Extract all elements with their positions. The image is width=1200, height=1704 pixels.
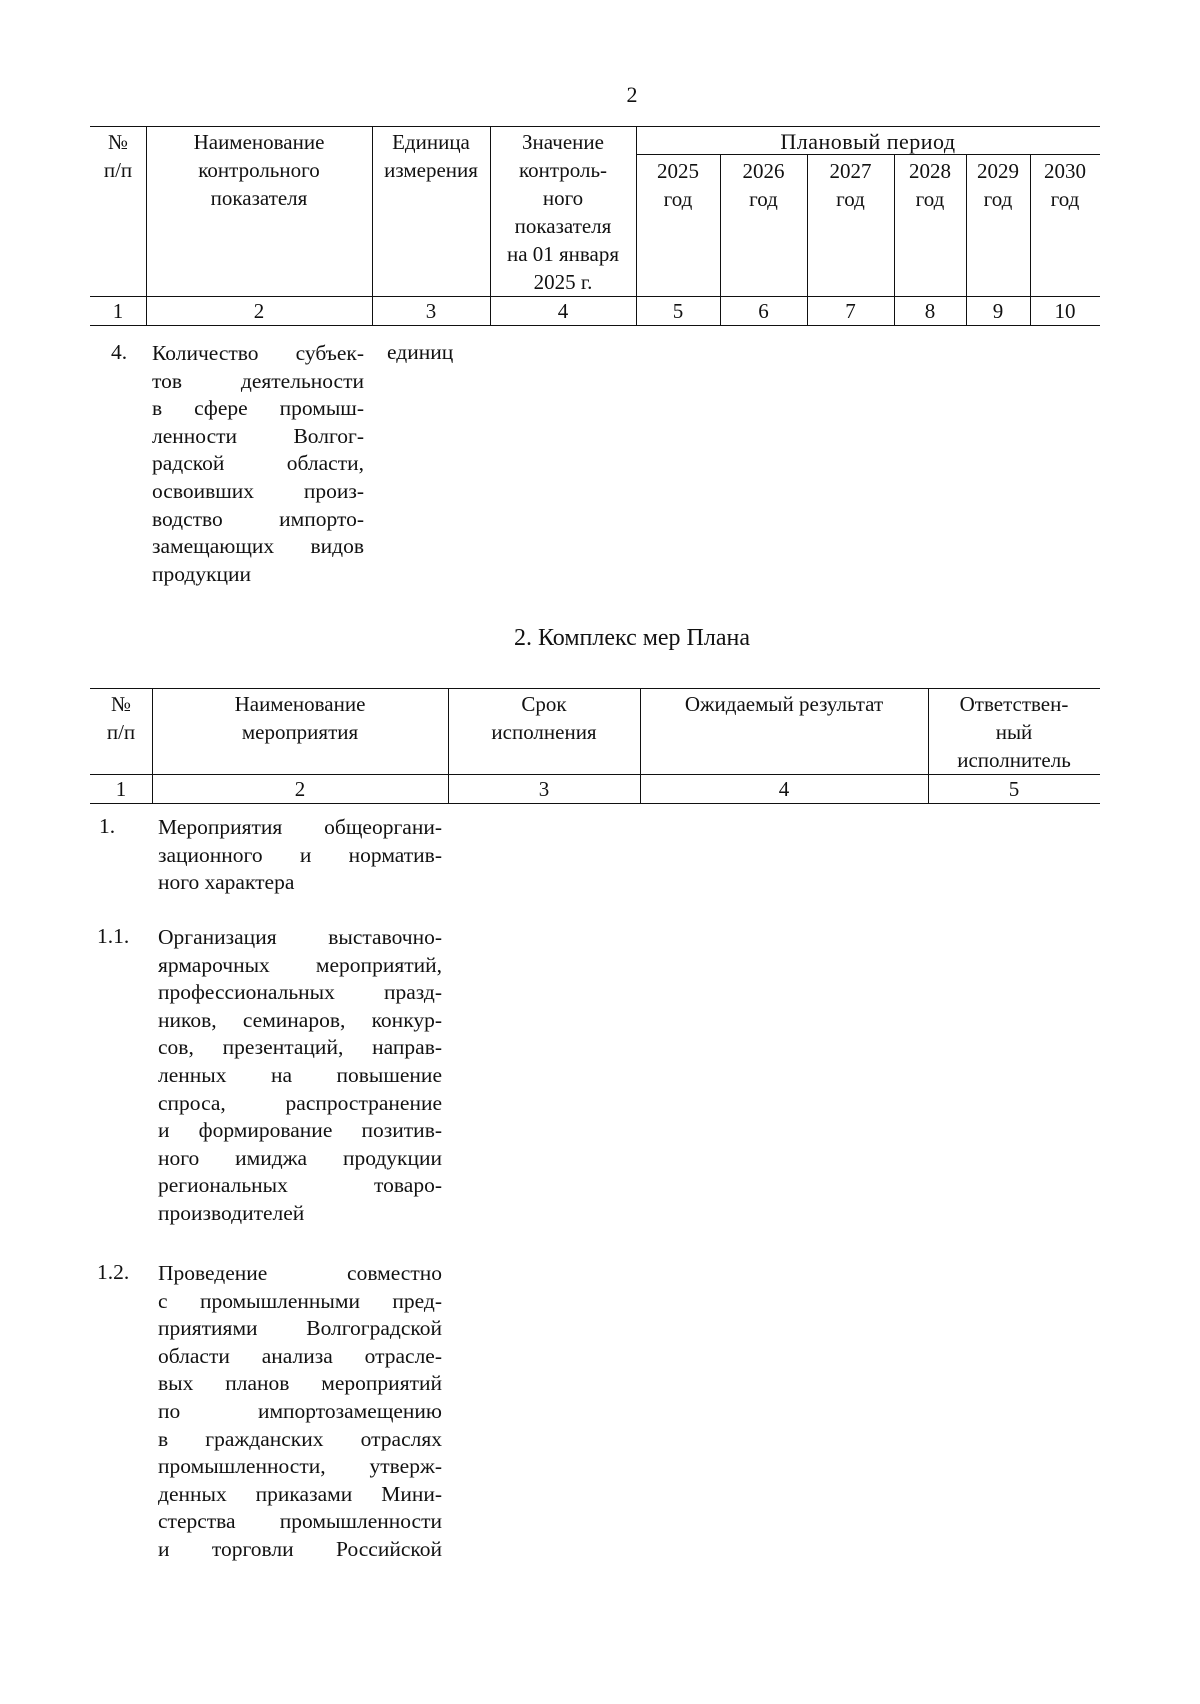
- table1-top-line: [90, 126, 1100, 127]
- measure-text: Проведение совместно с промышленными пред- приятиями Волгоградской области анализа отрасле- вых планов мероприятий по импортозамещению в гражданских отраслях промышленности, утверж- денных приказами Мини- стерства промышленности и торговли Российской: [158, 1261, 442, 1561]
- measures-colnum-4: 4: [778, 777, 790, 801]
- header-year-2030: 2030 год: [1044, 159, 1086, 211]
- colnum-4: 4: [557, 299, 569, 323]
- indicator-row-num: 4.: [111, 340, 128, 364]
- colnum-3: 3: [425, 299, 437, 323]
- header-planned-period: Плановый период: [780, 129, 956, 154]
- measure-num: 1.1.: [97, 924, 130, 948]
- colnum-8: 8: [924, 299, 936, 323]
- measures-colnum-1: 1: [115, 777, 127, 801]
- header-year-2028: 2028 год: [909, 159, 951, 211]
- measures-colnum-5: 5: [1008, 777, 1020, 801]
- colnum-7: 7: [845, 299, 856, 323]
- colnum-10: 10: [1054, 299, 1076, 323]
- header-indicator-name: Наименование контрольного показателя: [193, 130, 325, 210]
- header-year-2027: 2027 год: [829, 159, 872, 211]
- header-value: Значение контроль- ного показателя на 01 января 2025 г.: [506, 130, 620, 294]
- measures-header-num: № п/п: [106, 692, 136, 744]
- measure-text: Мероприятия общеоргани- зационного и норматив- ного характера: [158, 815, 442, 895]
- colnum-6: 6: [758, 299, 769, 323]
- section-title: 2. Комплекс мер Плана: [513, 625, 751, 651]
- header-year-2025: 2025 год: [657, 159, 699, 211]
- measures-colnum-3: 3: [538, 777, 550, 801]
- measures-header-name: Наименование мероприятия: [234, 692, 366, 744]
- indicator-name: Количество субъек- тов деятельности в сфере промыш- ленности Волгог- радской области, освоивших произ- водство импорто- замещающих видов продукции: [152, 341, 364, 586]
- measures-colnum-2: 2: [294, 777, 306, 801]
- colnum-5: 5: [672, 299, 684, 323]
- header-unit: Единица измерения: [384, 130, 478, 182]
- measures-header-term: Срок исполнения: [491, 692, 597, 744]
- colnum-9: 9: [992, 299, 1004, 323]
- header-num: № п/п: [103, 130, 133, 182]
- header-year-2029: 2029 год: [977, 159, 1019, 211]
- measures-header-responsible: Ответствен- ный исполнитель: [957, 692, 1071, 772]
- colnum-1: 1: [112, 299, 124, 323]
- page-number: 2: [626, 82, 638, 107]
- table1-bottom-line: [90, 325, 1100, 326]
- colnum-2: 2: [253, 299, 265, 323]
- measure-num: 1.: [99, 814, 116, 838]
- measures-header-result: Ожидаемый результат: [684, 692, 884, 716]
- measure-text: Организация выставочно- ярмарочных мероприятий, профессиональных празд- ников, семинаров, конкур- сов, презентаций, направ- ленных на повышение спроса, распространение и формирование позитив- ного имиджа продукции региональных товаро- производителей: [158, 925, 442, 1225]
- measure-num: 1.2.: [97, 1260, 130, 1284]
- header-year-2026: 2026 год: [742, 159, 785, 211]
- indicator-unit: единиц: [387, 340, 454, 364]
